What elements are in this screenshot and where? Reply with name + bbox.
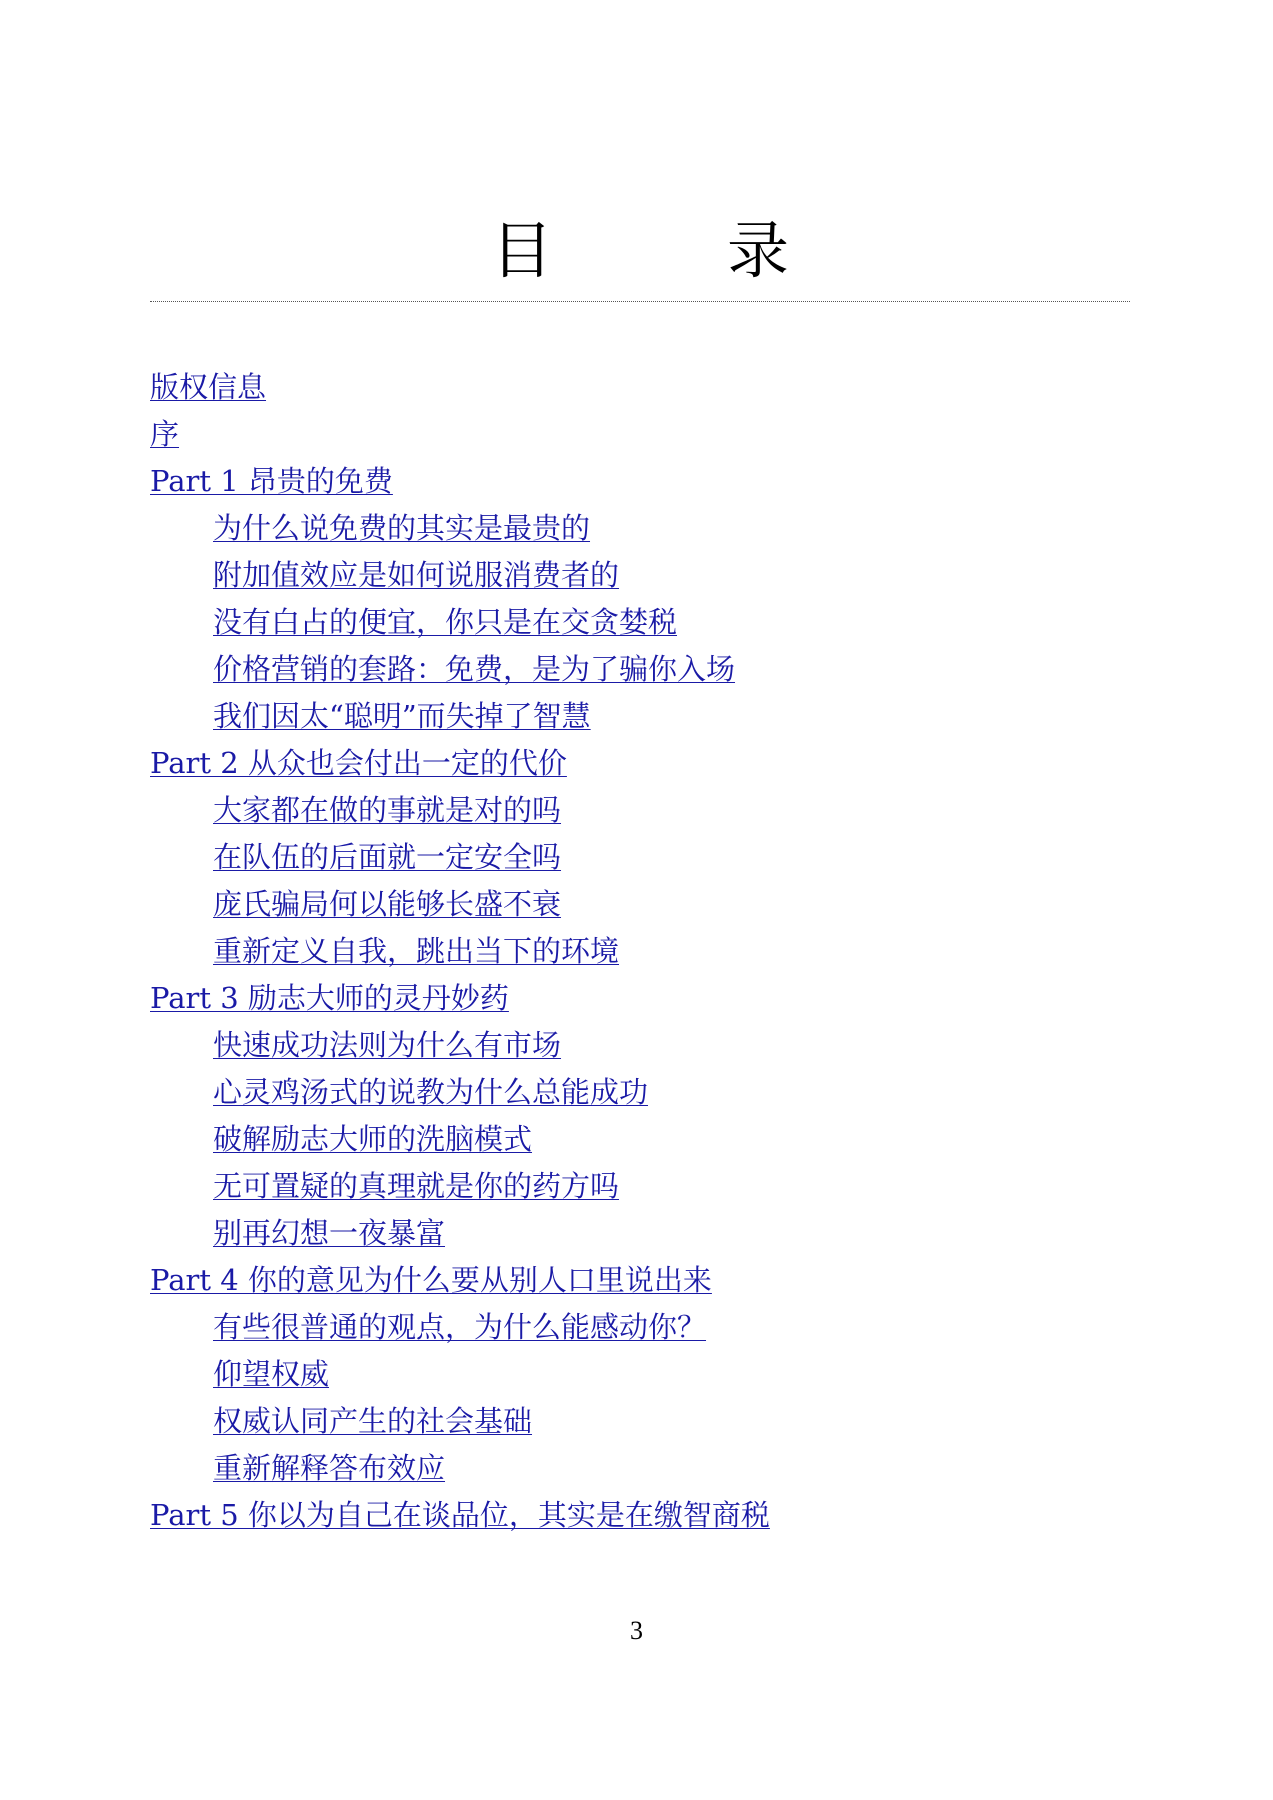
toc-subentry <box>150 1116 1130 1163</box>
toc-subentry-link[interactable]: 权威认同产生的社会基础 <box>213 1404 533 1438</box>
toc-entry-link[interactable]: 序 <box>150 417 180 451</box>
toc-entry-link[interactable]: Part 3 励志大师的灵丹妙药 <box>150 981 509 1015</box>
toc-entry <box>150 411 1130 458</box>
toc-subentry-link[interactable]: 心灵鸡汤式的说教为什么总能成功 <box>213 1075 649 1109</box>
toc-subentry-link[interactable]: 在队伍的后面就一定安全吗 <box>213 840 562 874</box>
toc-subentry <box>150 1163 1130 1210</box>
toc-entry <box>150 1257 1130 1304</box>
toc-subentry <box>150 1351 1130 1398</box>
toc-subentry <box>150 928 1130 975</box>
toc-subentry <box>150 505 1130 552</box>
toc-subentry-link[interactable]: 大家都在做的事就是对的吗 <box>213 793 562 827</box>
toc-subentry <box>150 1022 1130 1069</box>
toc-subentry-link[interactable]: 重新定义自我，跳出当下的环境 <box>213 934 620 968</box>
toc-subentry <box>150 1210 1130 1257</box>
page-number: 3 <box>630 1616 643 1645</box>
toc-entry-link[interactable]: 版权信息 <box>150 370 267 404</box>
toc-subentry-link[interactable]: 价格营销的套路：免费，是为了骗你入场 <box>213 652 736 686</box>
page-title: 目 录 <box>490 214 845 287</box>
title-divider <box>150 301 1130 302</box>
toc-entry <box>150 740 1130 787</box>
toc-subentry <box>150 1304 1130 1351</box>
toc-subentry <box>150 1445 1130 1492</box>
toc-subentry-link[interactable]: 无可置疑的真理就是你的药方吗 <box>213 1169 620 1203</box>
toc-subentry-link[interactable]: 附加值效应是如何说服消费者的 <box>213 558 620 592</box>
toc-subentry-link[interactable]: 别再幻想一夜暴富 <box>213 1216 446 1250</box>
toc-entry-link[interactable]: Part 5 你以为自己在谈品位，其实是在缴智商税 <box>150 1498 770 1532</box>
toc-subentry-link[interactable]: 没有白占的便宜，你只是在交贪婪税 <box>213 605 678 639</box>
toc-subentry <box>150 1398 1130 1445</box>
toc-entry <box>150 458 1130 505</box>
toc-subentry <box>150 834 1130 881</box>
toc-entry-link[interactable]: Part 4 你的意见为什么要从别人口里说出来 <box>150 1263 712 1297</box>
toc-subentry-link[interactable]: 我们因太“聪明”而失掉了智慧 <box>213 699 591 733</box>
toc-entry <box>150 1492 1130 1539</box>
toc-entry <box>150 975 1130 1022</box>
toc-subentry-link[interactable]: 有些很普通的观点，为什么能感动你？ <box>213 1310 707 1344</box>
toc-subentry <box>150 646 1130 693</box>
toc-entry-link[interactable]: Part 2 从众也会付出一定的代价 <box>150 746 567 780</box>
table-of-contents <box>150 364 1130 1539</box>
toc-subentry-link[interactable]: 庞氏骗局何以能够长盛不衰 <box>213 887 562 921</box>
toc-subentry-link[interactable]: 快速成功法则为什么有市场 <box>213 1028 562 1062</box>
toc-subentry <box>150 1069 1130 1116</box>
toc-subentry-link[interactable]: 为什么说免费的其实是最贵的 <box>213 511 591 545</box>
toc-subentry <box>150 693 1130 740</box>
toc-entry-link[interactable]: Part 1 昂贵的免费 <box>150 464 393 498</box>
toc-entry <box>150 364 1130 411</box>
toc-subentry-link[interactable]: 破解励志大师的洗脑模式 <box>213 1122 533 1156</box>
toc-subentry <box>150 787 1130 834</box>
toc-subentry-link[interactable]: 重新解释答布效应 <box>213 1451 446 1485</box>
toc-subentry <box>150 552 1130 599</box>
toc-subentry <box>150 881 1130 928</box>
toc-subentry-link[interactable]: 仰望权威 <box>213 1357 330 1391</box>
toc-subentry <box>150 599 1130 646</box>
